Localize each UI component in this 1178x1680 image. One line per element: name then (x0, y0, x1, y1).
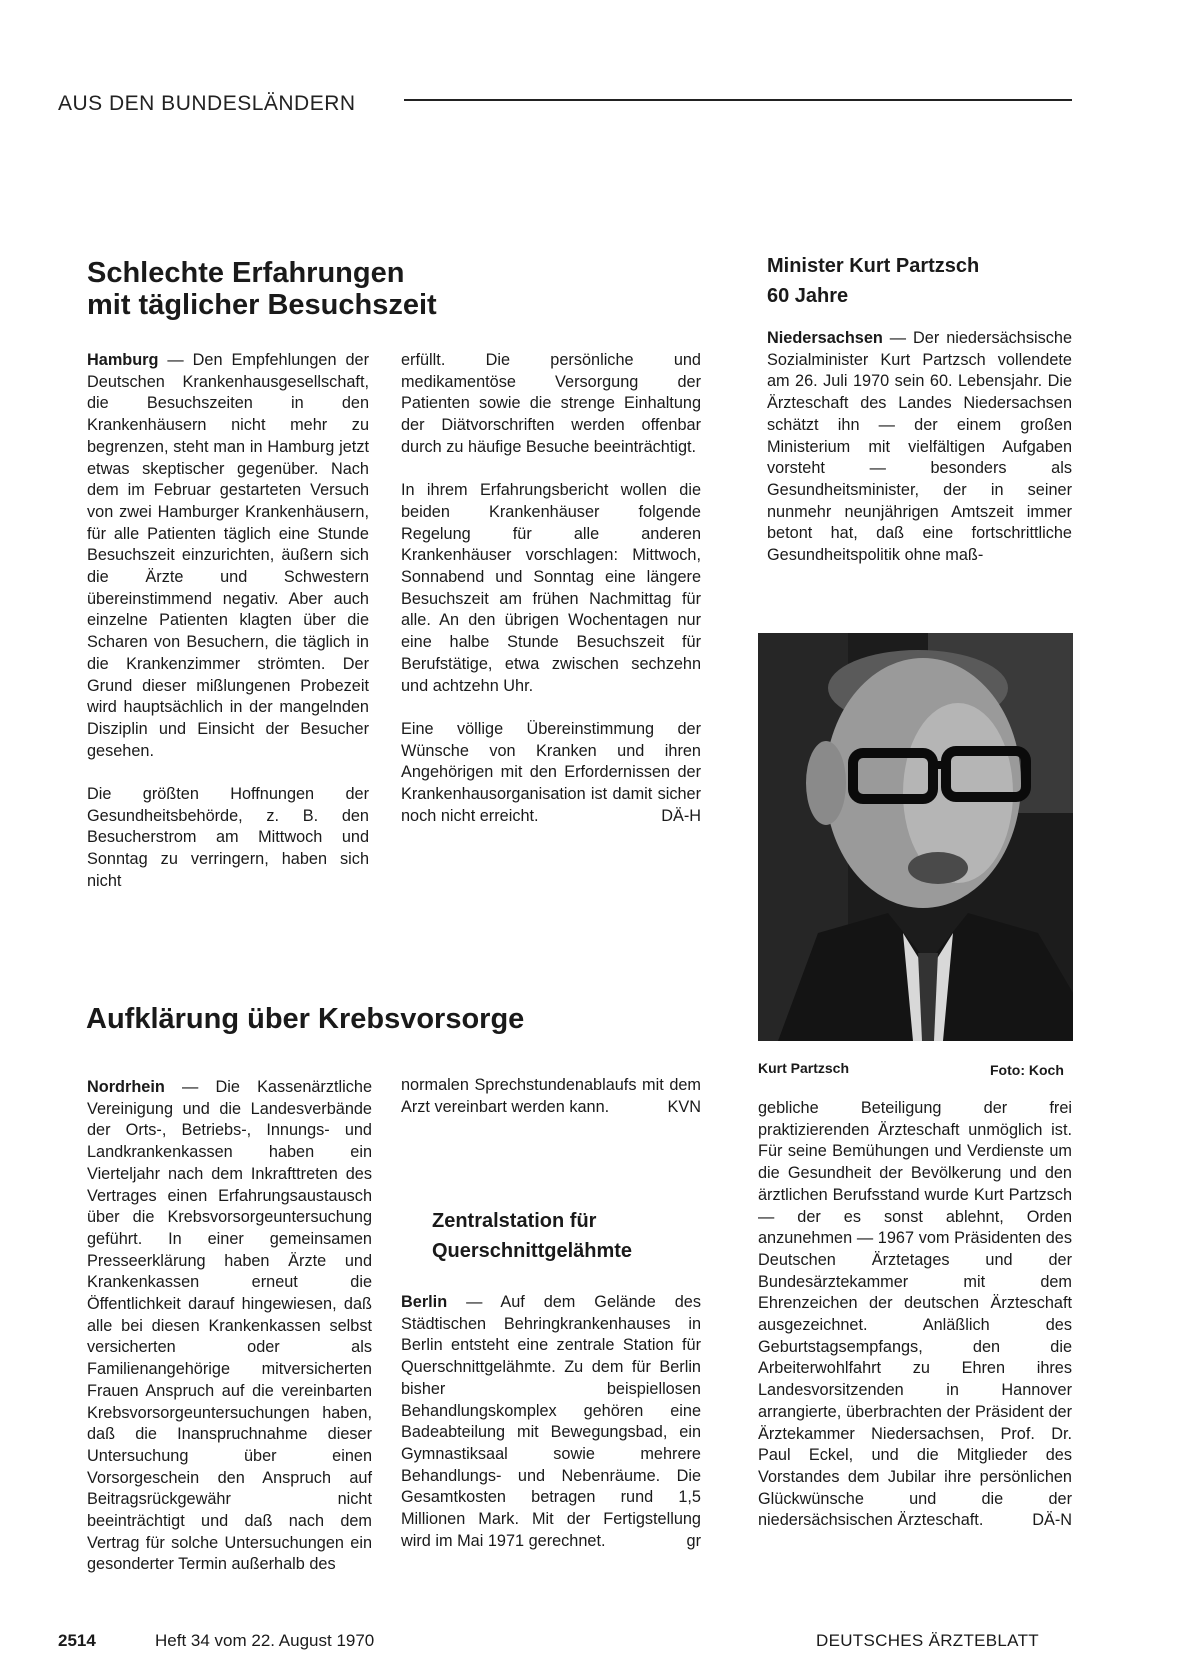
page-number: 2514 (58, 1631, 96, 1650)
article1-col2-paragraph1: erfüllt. Die persönliche und medikamentöse Versorgung der Patienten sowie die strenge Einhaltung der Diätvorschriften werden offenbar durch zu häufige Besuche beeinträchtigt. (401, 351, 701, 456)
header-rule (404, 99, 1072, 101)
article3-paragraph1: Nordrhein — Die Kassenärztliche Vereinigung und die Landesverbände der Orts-, Betriebs-, Innungs- und Landkrankenkassen haben ein Vierteljahr nach dem Inkrafttreten des Vertrages einen Erfahrungsaustausch über die Krebsvorsorgeuntersuchung geführt. In einer gemeinsamen Presseerklärung haben Ärzte und Krankenkassen erneut die Öffentlichkeit darauf hingewiesen, daß alle bei diesen Krankenkassen selbst versicherten oder als Familienangehörige mitversicherten Frauen Anspruch auf die vereinbarten Krebsvorsorgeuntersuchungen haben, daß die Inanspruchnahme dieser Untersuchung über einen Vorsorgeschein den Anspruch auf Beitragsrückgewähr nicht beeinträchtigt und daß nach dem Vertrag für solche Untersuchungen ein gesonderter Termin außerhalb des (87, 1078, 372, 1574)
article3-column1 (87, 1077, 372, 1576)
article2-title-line1: Minister Kurt Partzsch (767, 255, 980, 277)
article2-title-line2: 60 Jahre (767, 285, 849, 307)
issue-info: Heft 34 vom 22. August 1970 (155, 1631, 375, 1650)
article3-signature: KVN (667, 1097, 701, 1116)
article2-dateline: Niedersachsen (767, 329, 883, 347)
article4-column (401, 1292, 701, 1552)
article4-signature: gr (686, 1531, 701, 1550)
article2-column-top (767, 328, 1072, 567)
article2-title (767, 251, 979, 311)
article4-dateline: Berlin (401, 1293, 448, 1311)
article1-col1-paragraph2: Die größten Hoffnungen der Gesundheitsbehörde, z. B. den Besucherstrom am Mittwoch und Sonntag zu verringern, haben sich nicht (87, 785, 369, 890)
article3-title: Aufklärung über Krebsvorsorge (86, 1003, 525, 1035)
article3-dateline: Nordrhein (87, 1078, 165, 1096)
article2-signature: DÄ-N (1032, 1511, 1072, 1530)
portrait-photo (758, 633, 1073, 1041)
article1-col2-paragraph3: Eine völlige Übereinstimmung der Wünsche von Kranken und ihren Angehörigen mit den Erfordernissen der Krankenhausorganisation ist damit sicher noch nicht erreicht. DÄ-H (401, 719, 701, 828)
article1-title-line2: mit täglicher Besuchszeit (87, 289, 437, 321)
article3-paragraph2: normalen Sprechstundenablaufs mit dem Arzt vereinbart werden kann. KVN (401, 1075, 701, 1118)
article4-title (432, 1206, 632, 1266)
portrait-image (758, 633, 1073, 1041)
article1-column2 (401, 350, 701, 827)
publication-name: DEUTSCHES ÄRZTEBLATT (816, 1631, 1039, 1650)
article1-dateline: Hamburg (87, 351, 159, 369)
article1-column1 (87, 350, 369, 893)
section-header: AUS DEN BUNDESLÄNDERN (58, 92, 356, 115)
article1-signature: DÄ-H (661, 806, 701, 825)
article1-title-line1: Schlechte Erfahrungen (87, 257, 405, 289)
article2-paragraph2: gebliche Beteiligung der frei praktizierenden Ärzteschaft unmöglich ist. Für seine Bemühungen und Verdienste um die Gesundheit der Bevölkerung und den ärztlichen Berufsstand wurde Kurt Partzsch — der es sonst ablehnt, Orden anzunehmen — 1967 vom Präsidenten des Deutschen Ärztetages und der Bundesärztekammer mit dem Ehrenzeichen der deutschen Ärzteschaft ausgezeichnet. Anläßlich des Geburtstagsempfangs, den die Arbeiterwohlfahrt zu Ehren ihres Landesvorsitzenden in Hannover arrangierte, überbrachten der Präsident der Ärztekammer Niedersachsen, Prof. Dr. Paul Eckel, und die Mitglieder des Vorstandes dem Jubilar ihre persönlichen Glückwünsche und die der niedersächsischen Ärzteschaft. DÄ-N (758, 1098, 1072, 1532)
article4-title-line1: Zentralstation für (432, 1210, 597, 1232)
article4-title-line2: Querschnittgelähmte (432, 1240, 633, 1262)
photo-credit: Foto: Koch (990, 1062, 1064, 1078)
photo-caption: Kurt Partzsch (758, 1060, 850, 1076)
article2-paragraph1: Niedersachsen — Der niedersächsische Sozialminister Kurt Partzsch vollendete am 26. Juli 1970 sein 60. Lebensjahr. Die Ärzteschaft des Landes Niedersachsen schätzt ihn — der einem großen Ministerium mit vielfältigen Aufgaben vorsteht — besonders als Gesundheitsminister, der in seiner nunmehr neunjährigen Amtszeit immer betont hat, daß eine fortschrittliche Gesundheitspolitik ohne maß- (767, 329, 1072, 565)
article2-column-bottom (758, 1098, 1072, 1532)
article1-col2-paragraph2: In ihrem Erfahrungsbericht wollen die beiden Krankenhäuser folgende Regelung für alle anderen Krankenhäuser vorschlagen: Mittwoch, Sonnabend und Sonntag eine längere Besuchszeit am frühen Nachmittag für alle. An den übrigen Wochentagen nur eine halbe Stunde Besuchszeit für Berufstätige, etwa zwischen sechzehn und achtzehn Uhr. (401, 481, 701, 695)
article1-col1-paragraph1: Hamburg — Den Empfehlungen der Deutschen Krankenhausgesellschaft, die Besuchszeiten in den Krankenhäusern nicht mehr zu begrenzen, steht man in Hamburg jetzt etwas skeptischer gegenüber. Nach dem im Februar gestarteten Versuch von zwei Hamburger Krankenhäusern, für alle Patienten täglich eine Stunde Besuchszeit einzurichten, äußern sich die Ärzte und Schwestern übereinstimmend negativ. Aber auch einzelne Patienten klagten über die Scharen von Besuchern, die täglich in die Krankenzimmer strömten. Der Grund dieser mißlungenen Probezeit wird hauptsächlich in der mangelnden Disziplin und Einsicht der Besucher gesehen. (87, 351, 369, 760)
article1-title (87, 257, 437, 321)
article4-paragraph1: Berlin — Auf dem Gelände des Städtischen Behringkrankenhauses in Berlin entsteht eine zentrale Station für Querschnittgelähmte. Zu dem für Berlin bisher beispiellosen Behandlungskomplex gehören eine Badeabteilung mit Bewegungsbad, ein Gymnastiksaal sowie mehrere Behandlungs- und Nebenräume. Die Gesamtkosten betragen rund 1,5 Millionen Mark. Mit der Fertigstellung wird im Mai 1971 gerechnet. gr (401, 1292, 701, 1552)
article3-column2 (401, 1075, 701, 1118)
